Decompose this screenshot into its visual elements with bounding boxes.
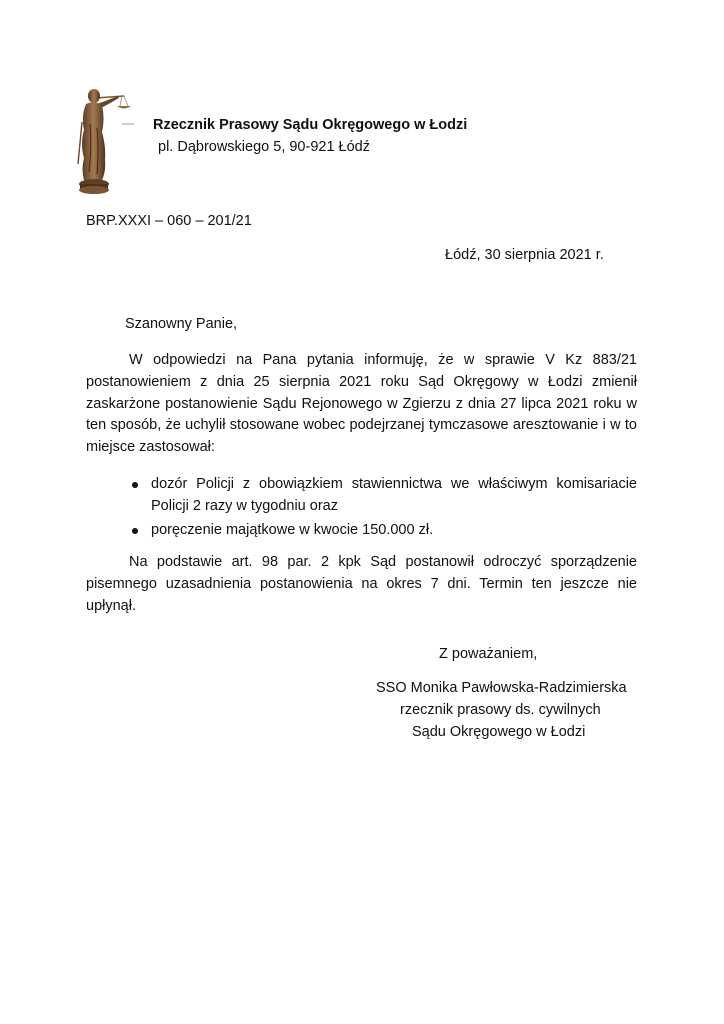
body-paragraph-1: W odpowiedzi na Pana pytania informuję, że w sprawie V Kz 883/21 postanowieniem z dnia 25 sierpnia 2021 roku Sąd Okręgowy w Łodzi zmienił zaskarżone postanowienie Sądu Rejonowego w Zgierzu z dnia 27 lipca 2021 roku w ten sposób, że uchylił stosowane wobec podejrzanej tymczasowe aresztowanie i w to miejsce zastosował: — [86, 352, 637, 456]
letter-date: Łódź, 30 sierpnia 2021 r. — [445, 247, 604, 263]
measures-list — [130, 474, 637, 541]
signature-role: rzecznik prasowy ds. cywilnych — [400, 702, 601, 718]
closing: Z poważaniem, — [439, 646, 538, 662]
list-item: dozór Policji z obowiązkiem stawiennictwa we właściwym komisariacie Policji 2 razy w tygodniu oraz — [130, 474, 637, 518]
org-address: pl. Dąbrowskiego 5, 90-921 Łódź — [158, 139, 370, 155]
signature-name: SSO Monika Pawłowska-Radzimierska — [376, 680, 627, 696]
org-name: Rzecznik Prasowy Sądu Okręgowego w Łodzi — [153, 117, 468, 133]
reference-number: BRP.XXXI – 060 – 201/21 — [86, 213, 252, 229]
body-paragraph-2: Na podstawie art. 98 par. 2 kpk Sąd postanowił odroczyć sporządzenie pisemnego uzasadnienia postanowienia na okres 7 dni. Termin ten jeszcze nie upłynął. — [86, 554, 637, 614]
salutation: Szanowny Panie, — [125, 316, 238, 332]
lady-justice-statue-icon — [72, 84, 142, 196]
list-item: poręczenie majątkowe w kwocie 150.000 zł. — [130, 520, 637, 542]
signature-court: Sądu Okręgowego w Łodzi — [412, 724, 586, 740]
